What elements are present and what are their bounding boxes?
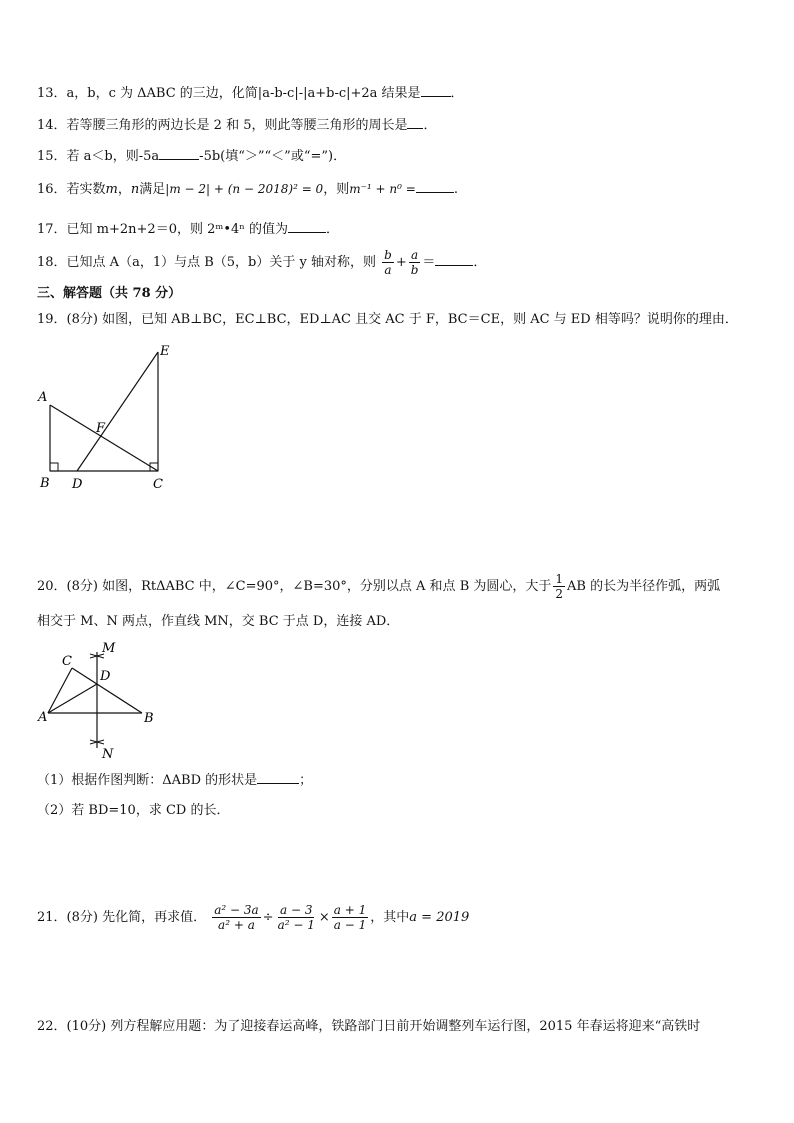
q16-answer-blank[interactable] — [416, 180, 454, 193]
q20-label-C: C — [62, 654, 72, 669]
q21-fraction-2: $\frac{a - 3}{\text{a² − 1}}$ — [277, 903, 315, 932]
question-17: 17．已知 m+2n+2＝0，则 2ᵐ•4ⁿ 的值为 ． — [37, 222, 340, 237]
question-21: 21．(8分) 先化简，再求值． $\frac{\text{a² − 3a}}{\text{a² + a}}$ ÷ $\frac{a - 3}{\text{a² − 1}}$ × $\frac{a + 1}{a - 1}$ ，其中a = 2019 — [37, 903, 470, 932]
q15-text: 15．若 a＜b，则-5a — [37, 149, 160, 164]
q17-answer-blank[interactable] — [288, 220, 326, 233]
question-16: 16．若实数m，n满足|m − 2| + (n − 2018)² = 0，则m⁻¹ + n⁰ = . — [37, 182, 458, 197]
q19-label-E: E — [160, 344, 170, 359]
q20-figure — [30, 638, 180, 762]
q20-fraction-half: $\frac{1}{2}$ — [555, 572, 564, 601]
q20-label-M: M — [102, 641, 116, 656]
q18-answer-blank[interactable] — [435, 253, 473, 266]
q13-answer-blank[interactable] — [421, 84, 451, 97]
q14-answer-blank[interactable] — [407, 116, 423, 129]
question-20: 20．(8分) 如图，RtΔABC 中，∠C=90°，∠B=30°，分别以点 A 和点 B 为圆心，大于 $\frac{1}{2}$ AB 的长为半径作弧，两弧 — [37, 572, 721, 601]
q20-label-D: D — [100, 669, 111, 684]
question-20-part-2: （2）若 BD=10，求 CD 的长． — [37, 803, 230, 818]
q18-fraction-b-over-a: $\frac{b}{a}$ — [384, 248, 392, 277]
q17-text: 17．已知 m+2n+2＝0，则 2ᵐ•4ⁿ 的值为 — [37, 222, 289, 237]
question-14: 14．若等腰三角形的两边长是 2 和 5，则此等腰三角形的周长是 ． — [37, 118, 437, 133]
q19-label-F: F — [96, 421, 106, 436]
question-19: 19．(8分) 如图，已知 AB⊥BC，EC⊥BC，ED⊥AC 且交 AC 于 F，BC＝CE，则 AC 与 ED 相等吗？说明你的理由． — [37, 312, 738, 327]
section-heading-3: 三、解答题（共 78 分） — [37, 286, 182, 301]
q15-answer-blank[interactable] — [159, 147, 199, 160]
q20-label-A: A — [38, 710, 48, 725]
q19-label-C: C — [153, 477, 163, 492]
question-20-part-1: （1）根据作图判断：ΔABD 的形状是 ； — [37, 773, 313, 788]
q14-text: 14．若等腰三角形的两边长是 2 和 5，则此等腰三角形的周长是 — [37, 118, 408, 133]
q16-condition: |m − 2| + (n − 2018)² = 0 — [165, 182, 324, 196]
q16-expression: m⁻¹ + n⁰ = — [349, 182, 416, 196]
q19-figure — [30, 340, 190, 500]
question-18: 18．已知点 A（a，1）与点 B（5，b）关于 y 轴对称，则 $\frac{b}{a}$ + $\frac{a}{b}$ ＝ ． — [37, 248, 487, 277]
q20-label-N: N — [102, 747, 114, 762]
q19-label-B: B — [40, 476, 50, 491]
q21-condition: a = 2019 — [409, 910, 470, 925]
q18-text: 18．已知点 A（a，1）与点 B（5，b）关于 y 轴对称，则 — [37, 255, 376, 270]
question-13: 13．a，b，c 为 ΔABC 的三边，化简|a-b-c|-|a+b-c|+2a 结果是 ． — [37, 86, 464, 101]
q19-label-D: D — [72, 477, 83, 492]
q13-text: 13．a，b，c 为 ΔABC 的三边，化简|a-b-c|-|a+b-c|+2a 结果是 — [37, 86, 421, 101]
q20-label-B: B — [144, 711, 154, 726]
q21-fraction-1: $\frac{\text{a² − 3a}}{\text{a² + a}}$ — [214, 903, 259, 932]
q21-fraction-3: $\frac{a + 1}{a - 1}$ — [333, 903, 367, 932]
q18-fraction-a-over-b: $\frac{a}{b}$ — [410, 248, 419, 277]
q20-part-1-answer-blank[interactable] — [257, 771, 299, 784]
question-15: 15．若 a＜b，则-5a -5b(填“＞”“＜”或“=”)． — [37, 149, 347, 164]
question-22: 22．(10分) 列方程解应用题：为了迎接春运高峰，铁路部门日前开始调整列车运行图，2015 年春运将迎来“高铁时 — [37, 1019, 701, 1034]
question-20-line-2: 相交于 M、N 两点，作直线 MN，交 BC 于点 D，连接 AD． — [37, 614, 400, 629]
q19-label-A: A — [38, 390, 48, 405]
